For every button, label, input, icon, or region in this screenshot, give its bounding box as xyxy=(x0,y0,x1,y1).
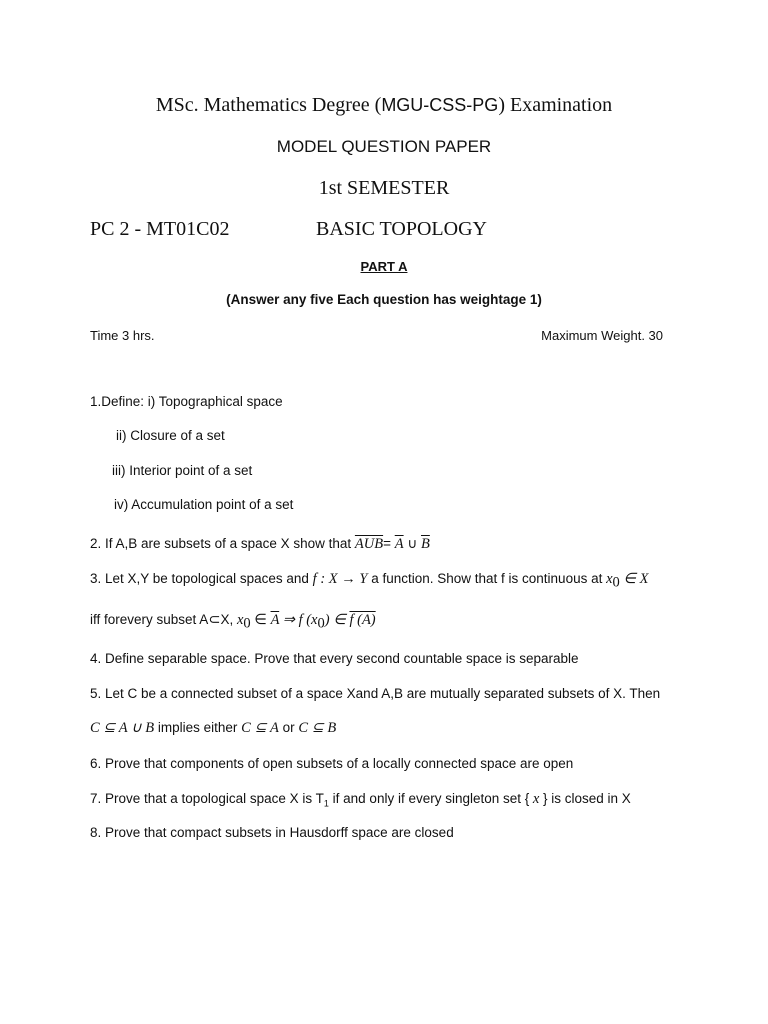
question-3-cond-sub: 0 xyxy=(317,615,325,632)
question-3 xyxy=(90,571,649,592)
semester: 1st SEMESTER xyxy=(318,177,450,199)
question-5: 5. Let C be a connected subset of a space Xand A,B are mutually separated subsets of X. Then xyxy=(90,686,661,701)
paper-type: MODEL QUESTION PAPER xyxy=(276,137,492,156)
question-7-text2: if and only if every singleton set { xyxy=(328,791,530,806)
question-6: 6. Prove that components of open subsets of a locally connected space are open xyxy=(90,756,574,771)
question-1-iii: iii) Interior point of a set xyxy=(112,463,253,478)
time-allowed: Time 3 hrs. xyxy=(90,328,155,343)
question-3-text2: a function. Show that f is continuous at xyxy=(367,571,607,586)
question-1: 1.Define: i) Topographical space xyxy=(90,394,283,409)
exam-title-board: MGU-CSS-PG xyxy=(381,95,499,115)
question-7-sub: 1 xyxy=(323,798,329,809)
question-3-text3: iff forevery subset A xyxy=(90,612,209,627)
question-2-lhs: $\overline{AUB}$ xyxy=(354,536,384,552)
question-3-in-x: ∈ X xyxy=(619,571,649,587)
exam-title-post: ) Examination xyxy=(498,94,613,116)
question-3-text1: 3. Let X,Y be topological spaces and xyxy=(90,571,313,586)
part-instruction: (Answer any five Each question has weightage 1) xyxy=(226,292,542,307)
question-3-text4: X, xyxy=(220,612,237,627)
question-3-cond-closure-a: $\overline{A}$ xyxy=(270,612,280,628)
question-2-eq: = xyxy=(383,536,395,551)
question-1-iv: iv) Accumulation point of a set xyxy=(114,497,294,512)
question-5-expr3: C ⊆ B xyxy=(298,720,337,736)
question-3-cond-in: ∈ xyxy=(250,612,271,628)
question-4: 4. Define separable space. Prove that every second countable space is separable xyxy=(90,651,579,666)
question-3-condition xyxy=(90,612,376,633)
question-2-text: 2. If A,B are subsets of a space X show that xyxy=(90,536,355,551)
question-2-union: ∪ xyxy=(403,536,421,551)
question-3-x: x xyxy=(606,571,613,587)
question-3-cond-close: ) ∈ xyxy=(324,612,350,628)
question-2-b: $\overline{B}$ xyxy=(420,536,430,552)
question-5-condition xyxy=(90,720,336,737)
question-1-ii: ii) Closure of a set xyxy=(116,428,225,443)
question-2 xyxy=(90,536,430,553)
question-3-subset: ⊂ xyxy=(208,612,221,628)
question-7 xyxy=(90,791,631,809)
question-5-expr2: C ⊆ A xyxy=(241,720,279,736)
question-3-function: f : X → Y xyxy=(312,571,368,587)
question-5-text2: implies either xyxy=(154,720,242,735)
question-7-x: x xyxy=(529,791,543,807)
exam-title-pre: MSc. Mathematics Degree ( xyxy=(155,94,382,116)
max-weight: Maximum Weight. 30 xyxy=(541,328,663,343)
question-5-or: or xyxy=(278,720,299,735)
question-7-text3: } is closed in X xyxy=(542,791,631,806)
question-3-cond-x-sub: 0 xyxy=(243,615,251,632)
course-name: BASIC TOPOLOGY xyxy=(316,218,487,240)
exam-title xyxy=(0,94,768,117)
part-label: PART A xyxy=(360,259,408,274)
question-8: 8. Prove that compact subsets in Hausdorff space are closed xyxy=(90,825,454,840)
question-3-x-sub: 0 xyxy=(612,574,620,591)
question-2-a: $\overline{A}$ xyxy=(394,536,404,552)
question-3-cond-x: x xyxy=(236,612,244,628)
question-5-expr1: C ⊆ A ∪ B xyxy=(90,720,155,736)
question-7-text1: 7. Prove that a topological space X is T xyxy=(90,791,324,806)
question-3-cond-implies: ⇒ f (x xyxy=(279,612,318,628)
question-3-cond-closure-fa: f (A) xyxy=(349,612,376,628)
course-code: PC 2 - MT01C02 xyxy=(90,218,230,240)
